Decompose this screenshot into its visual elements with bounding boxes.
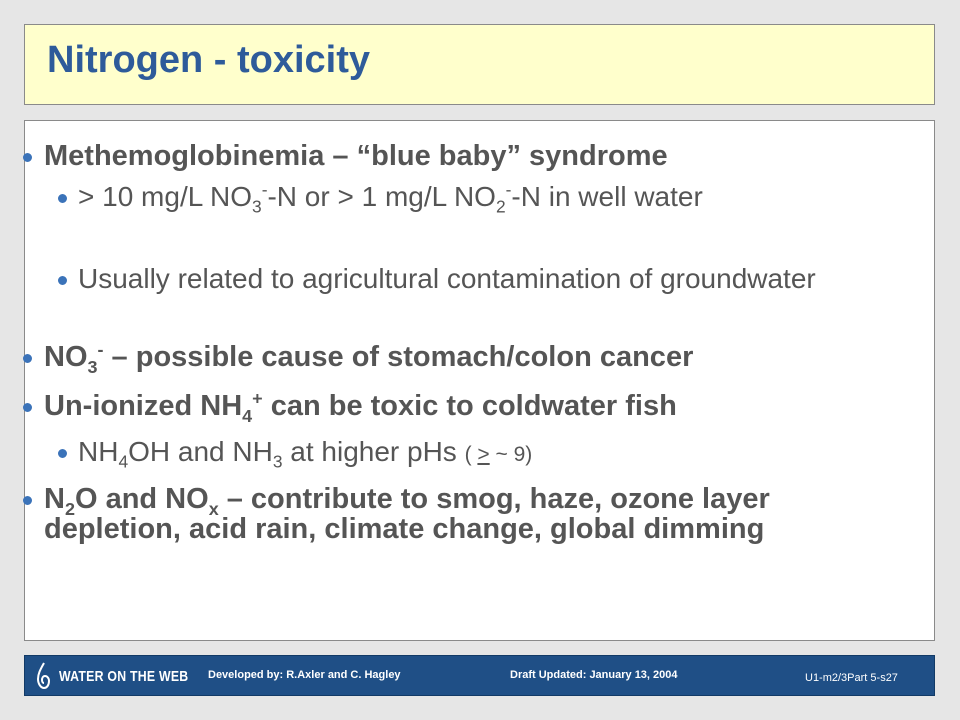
bullet-text-part: at higher pHs xyxy=(282,436,465,467)
footer-slide-id: U1-m2/3Part 5-s27 xyxy=(805,672,898,684)
bullet-text-part: Un-ionized NH xyxy=(44,390,243,422)
bullet-dot-icon xyxy=(58,449,67,458)
ph-range-open: ( xyxy=(464,443,478,466)
bullet-text-part: N xyxy=(44,483,65,515)
bullet-text-part: can be toxic to coldwater fish xyxy=(262,390,677,422)
bullet-text-part: > 10 mg/L NO xyxy=(78,181,253,212)
bullet-nitrous-oxides xyxy=(44,484,904,545)
title-box xyxy=(24,24,935,105)
slide-title: Nitrogen - toxicity xyxy=(47,39,371,81)
subscript: 2 xyxy=(64,498,75,519)
bullet-text-part: – contribute to smog, haze, ozone layer depletion, acid rain, climate change, global dimming xyxy=(44,483,770,546)
bullet-text-part: -N in well water xyxy=(511,181,703,212)
superscript: - xyxy=(261,179,268,200)
bullet-agricultural xyxy=(78,264,878,293)
bullet-text-part: NH xyxy=(78,436,119,467)
bullet-dot-icon xyxy=(23,354,32,363)
bullet-text-part: NO xyxy=(44,341,88,373)
superscript: + xyxy=(252,388,263,409)
bullet-dot-icon xyxy=(58,194,67,203)
footer-developed-by: Developed by: R.Axler and C. Hagley xyxy=(208,669,401,681)
bullet-text-part: – possible cause of stomach/colon cancer xyxy=(103,341,694,373)
bullet-dot-icon xyxy=(58,276,67,285)
superscript: - xyxy=(505,179,512,200)
logo-text: WATER ON THE WEB xyxy=(59,667,189,685)
ph-range-value: ~ 9) xyxy=(489,443,533,466)
bullet-ammonia-ph xyxy=(78,436,878,472)
subscript: 4 xyxy=(118,451,129,472)
bullet-dot-icon xyxy=(23,153,32,162)
bullet-ammonium-fish xyxy=(44,388,904,426)
subscript: 3 xyxy=(252,196,262,217)
subscript: 4 xyxy=(242,405,253,426)
superscript: - xyxy=(97,339,104,360)
water-on-the-web-logo xyxy=(35,661,217,691)
subscript: 3 xyxy=(87,356,98,377)
bullet-nitrate-cancer xyxy=(44,339,904,377)
ph-range-symbol: > xyxy=(477,443,490,466)
bullet-text-part: -N or > 1 mg/L NO xyxy=(267,181,496,212)
bullet-dot-icon xyxy=(23,496,32,505)
bullet-text-part: OH and NH xyxy=(128,436,273,467)
bullet-text: Usually related to agricultural contamination of groundwater xyxy=(78,263,816,294)
subscript: x xyxy=(208,498,219,519)
bullet-nitrate-limits xyxy=(78,179,878,217)
footer-bar xyxy=(24,655,935,696)
bullet-methemoglobinemia xyxy=(44,141,904,171)
subscript: 3 xyxy=(272,451,283,472)
bullet-dot-icon xyxy=(23,403,32,412)
footer-draft-updated: Draft Updated: January 13, 2004 xyxy=(510,669,678,681)
bullet-text-part: O and NO xyxy=(74,483,209,515)
bullet-text: Methemoglobinemia – “blue baby” syndrome xyxy=(44,140,668,172)
subscript: 2 xyxy=(495,196,506,217)
water-drop-icon xyxy=(35,662,51,690)
